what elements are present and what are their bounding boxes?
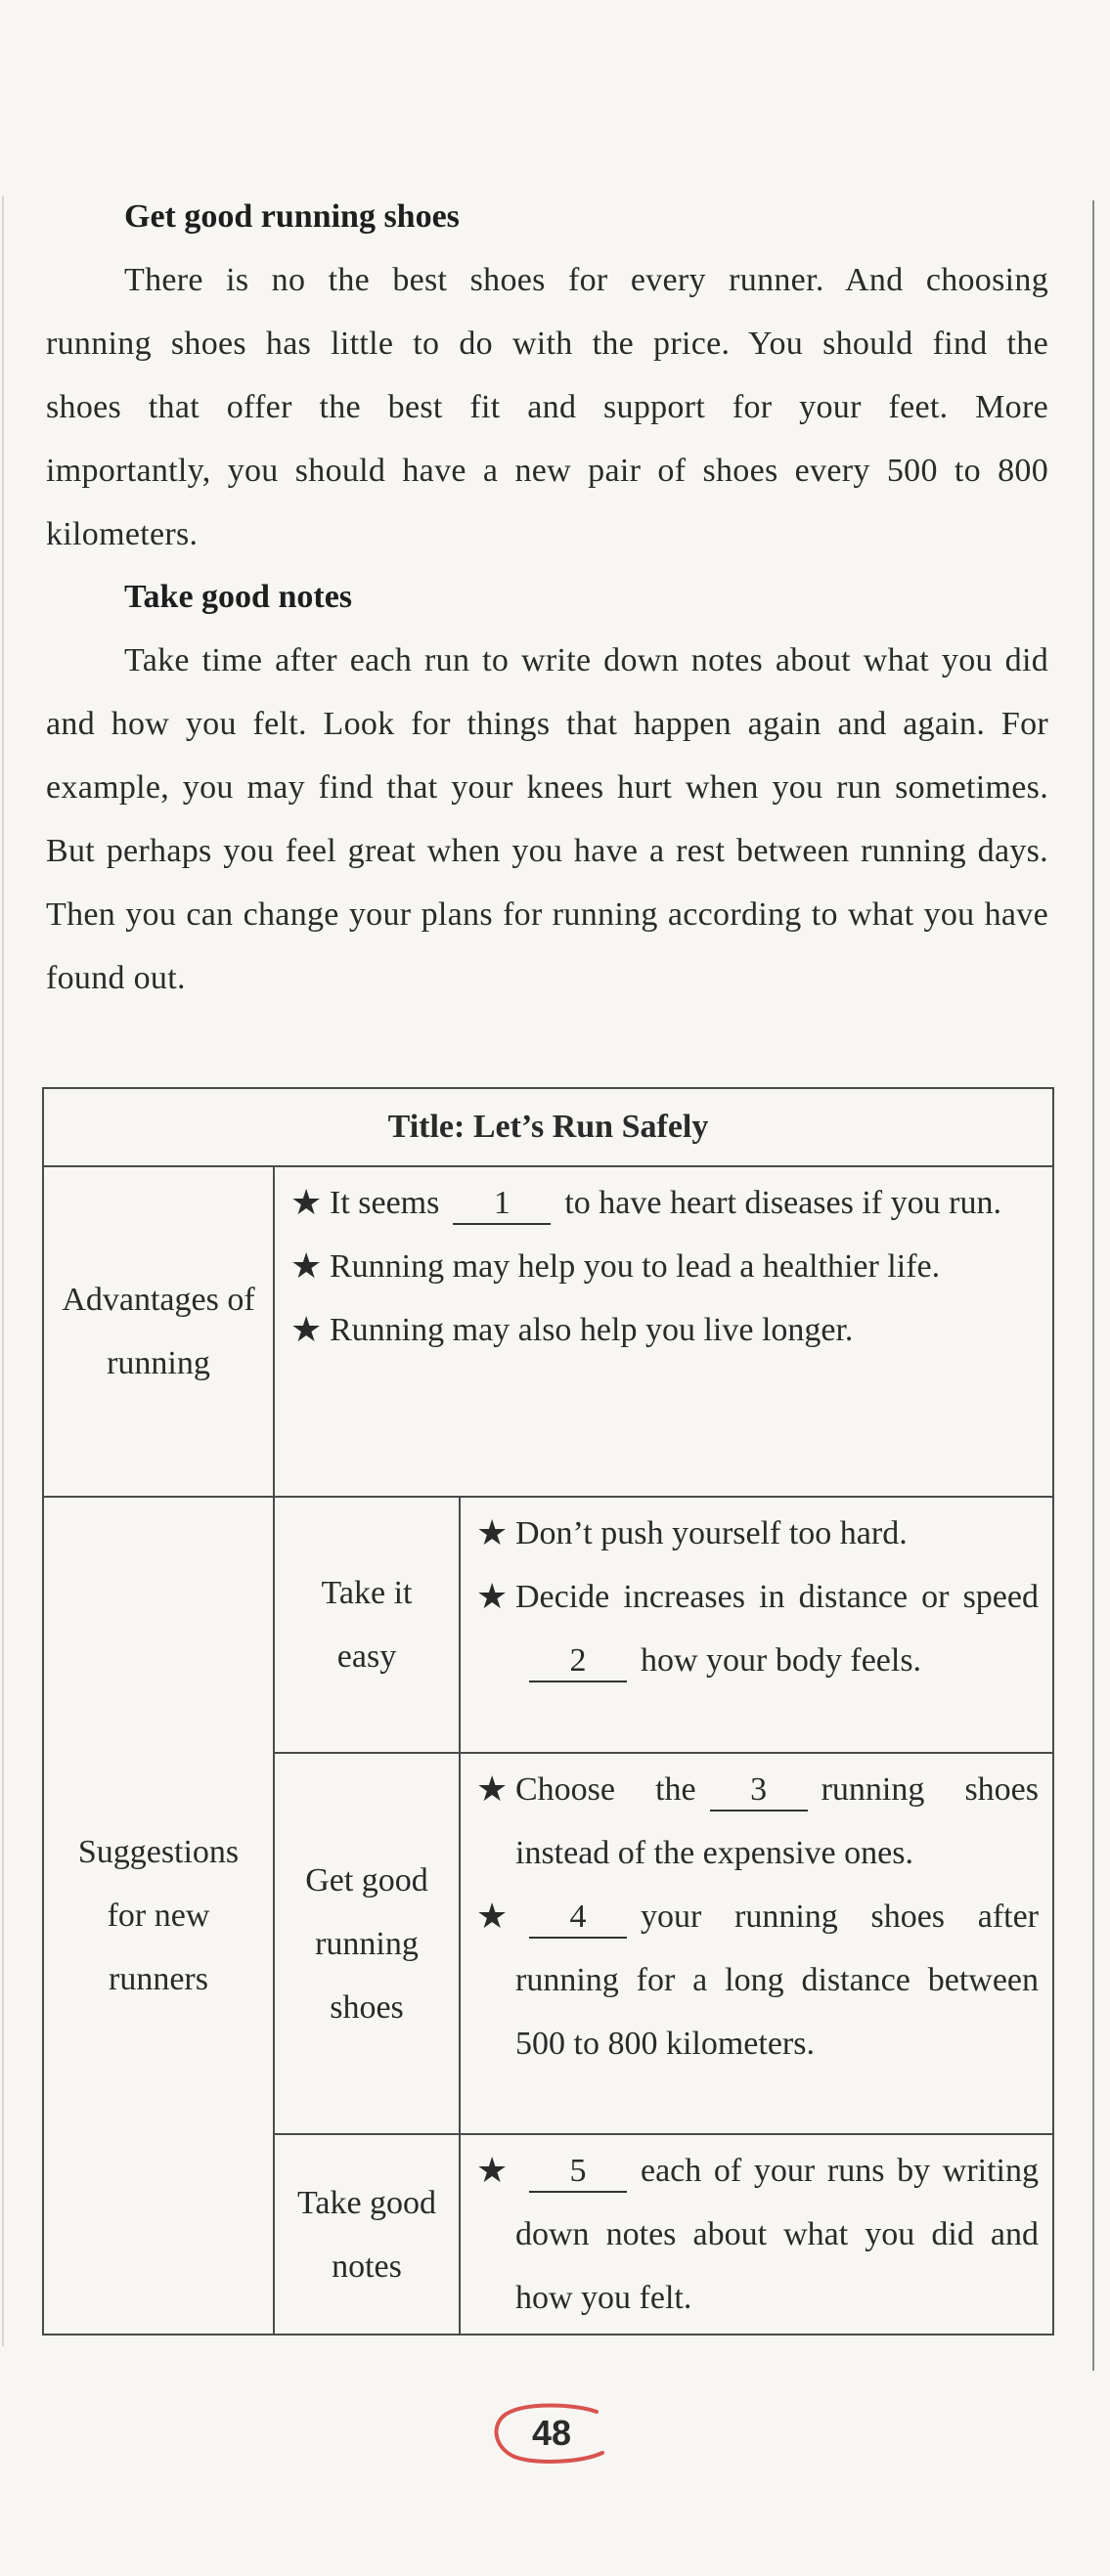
list-item bbox=[290, 1298, 1039, 1362]
take-it-easy-list bbox=[460, 1497, 1053, 1753]
list-item bbox=[290, 1235, 1039, 1298]
page-edge-right bbox=[1092, 200, 1094, 2371]
item-text: running shoes instead of the expensive ones. bbox=[515, 1771, 1039, 1871]
star-icon: ★ bbox=[476, 1897, 509, 1937]
item-text: Running may also help you live longer. bbox=[330, 1312, 854, 1348]
page-number: 48 bbox=[531, 2413, 572, 2453]
section-heading-notes: Take good notes bbox=[124, 579, 353, 615]
category-advantages bbox=[43, 1166, 274, 1497]
section-heading-shoes: Get good running shoes bbox=[124, 198, 460, 235]
item-text: how your body feels. bbox=[641, 1642, 922, 1679]
category-suggestions-label: Suggestions for new runners bbox=[77, 1834, 240, 1997]
subcategory-running-shoes bbox=[274, 1753, 460, 2134]
section-paragraph-shoes: There is no the best shoes for every runner. And choosing running shoes has little to do with the price. You should find the shoes that offer the best fit and support for your feet. More importantly, you should have a new pair of shoes every 500 to 800 kilometers. bbox=[46, 262, 1048, 552]
running-shoes-list bbox=[460, 1753, 1053, 2134]
star-icon: ★ bbox=[290, 1183, 323, 1223]
summary-table bbox=[42, 1087, 1054, 2336]
list-item bbox=[476, 1885, 1039, 2075]
list-item bbox=[476, 2139, 1039, 2330]
category-suggestions bbox=[43, 1497, 274, 2335]
list-item bbox=[476, 1502, 1039, 1565]
article-body bbox=[46, 186, 1048, 1010]
star-icon: ★ bbox=[476, 1513, 509, 1553]
subcategory-take-good-notes bbox=[274, 2134, 460, 2335]
item-text: Don’t push yourself too hard. bbox=[515, 1515, 908, 1551]
answer-blank-1[interactable]: 1 bbox=[453, 1184, 551, 1225]
page-number-badge bbox=[487, 2400, 616, 2467]
list-item bbox=[290, 1171, 1039, 1235]
advantages-list bbox=[274, 1166, 1053, 1497]
subcategory-take-it-easy bbox=[274, 1497, 460, 1753]
item-text: each of your runs by writing down notes about what you did and how you felt. bbox=[515, 2153, 1039, 2316]
star-icon: ★ bbox=[290, 1310, 323, 1350]
page-edge-left bbox=[2, 196, 4, 2346]
answer-blank-2[interactable]: 2 bbox=[529, 1641, 627, 1682]
subcategory-label: Take good notes bbox=[296, 2184, 437, 2285]
table-title: Title: Let’s Run Safely bbox=[43, 1088, 1053, 1166]
subcategory-label: Get good running shoes bbox=[305, 1861, 428, 2026]
item-text: It seems bbox=[330, 1185, 440, 1221]
item-text: Decide increases in distance or speed bbox=[515, 1579, 1039, 1615]
take-good-notes-list bbox=[460, 2134, 1053, 2335]
answer-blank-3[interactable]: 3 bbox=[710, 1770, 808, 1812]
star-icon: ★ bbox=[476, 2151, 509, 2191]
item-text: Running may help you to lead a healthier life. bbox=[330, 1248, 941, 1285]
list-item bbox=[476, 1758, 1039, 1885]
section-paragraph-notes: Take time after each run to write down notes about what you did and how you felt. Look for things that happen again and again. For example, you may find that your knees hurt when you run sometimes. But perhaps you feel great when you have a rest between running days. Then you can change your plans for running according to what you have found out. bbox=[46, 642, 1048, 996]
answer-blank-5[interactable]: 5 bbox=[529, 2152, 627, 2193]
category-advantages-label: Advantages of running bbox=[62, 1282, 255, 1381]
item-text: Choose the bbox=[515, 1771, 696, 1808]
list-item bbox=[476, 1565, 1039, 1692]
item-text: your running shoes after running for a long distance between 500 to 800 kilometers. bbox=[515, 1899, 1039, 2062]
item-text: to have heart diseases if you run. bbox=[564, 1185, 1001, 1221]
star-icon: ★ bbox=[476, 1577, 509, 1617]
subcategory-label: Take it easy bbox=[321, 1575, 413, 1675]
star-icon: ★ bbox=[290, 1246, 323, 1287]
answer-blank-4[interactable]: 4 bbox=[529, 1898, 627, 1939]
star-icon: ★ bbox=[476, 1769, 509, 1810]
